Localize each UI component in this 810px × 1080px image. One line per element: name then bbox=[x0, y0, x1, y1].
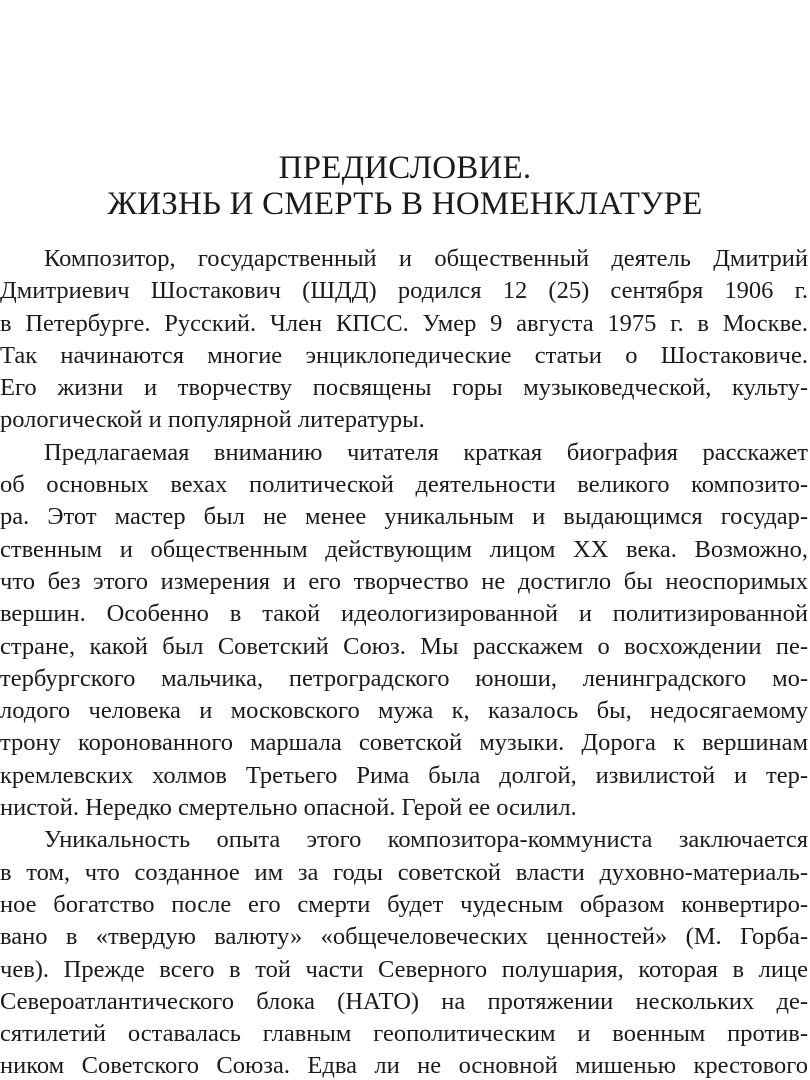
text-line: ственным и общественным действующим лицом XX века. Возможно, bbox=[0, 535, 808, 563]
text-line: вано в «твердую валюту» «общечеловеческих ценностей» (М. Горба- bbox=[0, 923, 808, 951]
chapter-title-line-1: ПРЕДИСЛОВИЕ. bbox=[278, 150, 532, 186]
text-line: Североатлантического блока (НАТО) на протяжении нескольких де- bbox=[0, 987, 808, 1015]
text-line: ное богатство после его смерти будет чудесным образом конвертиро- bbox=[0, 890, 808, 918]
text-line: об основных вехах политической деятельности великого композито- bbox=[0, 471, 808, 499]
text-line: стране, какой был Советский Союз. Мы расскажем о восхождении пе- bbox=[0, 632, 808, 660]
text-line: чев). Прежде всего в той части Северного полушария, которая в лице bbox=[0, 955, 808, 983]
text-line: трону коронованного маршала советской музыки. Дорога к вершинам bbox=[0, 729, 808, 757]
text-line: в том, что созданное им за годы советской власти духовно-материаль- bbox=[0, 858, 808, 886]
text-line: нистой. Нередко смертельно опасной. Герой ее осилил. bbox=[0, 794, 577, 822]
text-line: Уникальность опыта этого композитора-коммуниста заключается bbox=[44, 826, 808, 854]
paragraph-3 bbox=[0, 824, 808, 1080]
text-line: кремлевских холмов Третьего Рима была долгой, извилистой и тер- bbox=[0, 761, 808, 789]
text-line: Его жизни и творчеству посвящены горы музыковедческой, культу- bbox=[0, 374, 808, 402]
text-line: рологической и популярной литературы. bbox=[0, 406, 425, 434]
text-line: лодого человека и московского мужа к, казалось бы, недосягаемому bbox=[0, 697, 808, 725]
paragraph-2 bbox=[0, 437, 808, 825]
text-line: что без этого измерения и его творчество не достигло бы неоспоримых bbox=[0, 567, 808, 595]
chapter-title-line-2: ЖИЗНЬ И СМЕРТЬ В НОМЕНКЛАТУРЕ bbox=[107, 186, 703, 222]
text-line: вершин. Особенно в такой идеологизированной и политизированной bbox=[0, 600, 808, 628]
text-line: в Петербурге. Русский. Член КПСС. Умер 9 августа 1975 г. в Москве. bbox=[0, 309, 808, 337]
text-line: Дмитриевич Шостакович (ШДД) родился 12 (25) сентября 1906 г. bbox=[0, 277, 808, 305]
text-line: Так начинаются многие энциклопедические статьи о Шостаковиче. bbox=[0, 341, 808, 369]
body-text bbox=[0, 243, 808, 1080]
text-line: сятилетий оставалась главным геополитическим и военным против- bbox=[0, 1020, 808, 1048]
text-line: Композитор, государственный и общественный деятель Дмитрий bbox=[44, 245, 808, 272]
text-line: ником Советского Союза. Едва ли не основной мишенью крестового bbox=[0, 1052, 808, 1080]
text-line: Предлагаемая вниманию читателя краткая биография расскажет bbox=[44, 438, 808, 466]
paragraph-1 bbox=[0, 243, 808, 437]
text-line: тербургского мальчика, петроградского юноши, ленинградского мо- bbox=[0, 664, 808, 692]
text-line: ра. Этот мастер был не менее уникальным и выдающимся государ- bbox=[0, 503, 808, 531]
